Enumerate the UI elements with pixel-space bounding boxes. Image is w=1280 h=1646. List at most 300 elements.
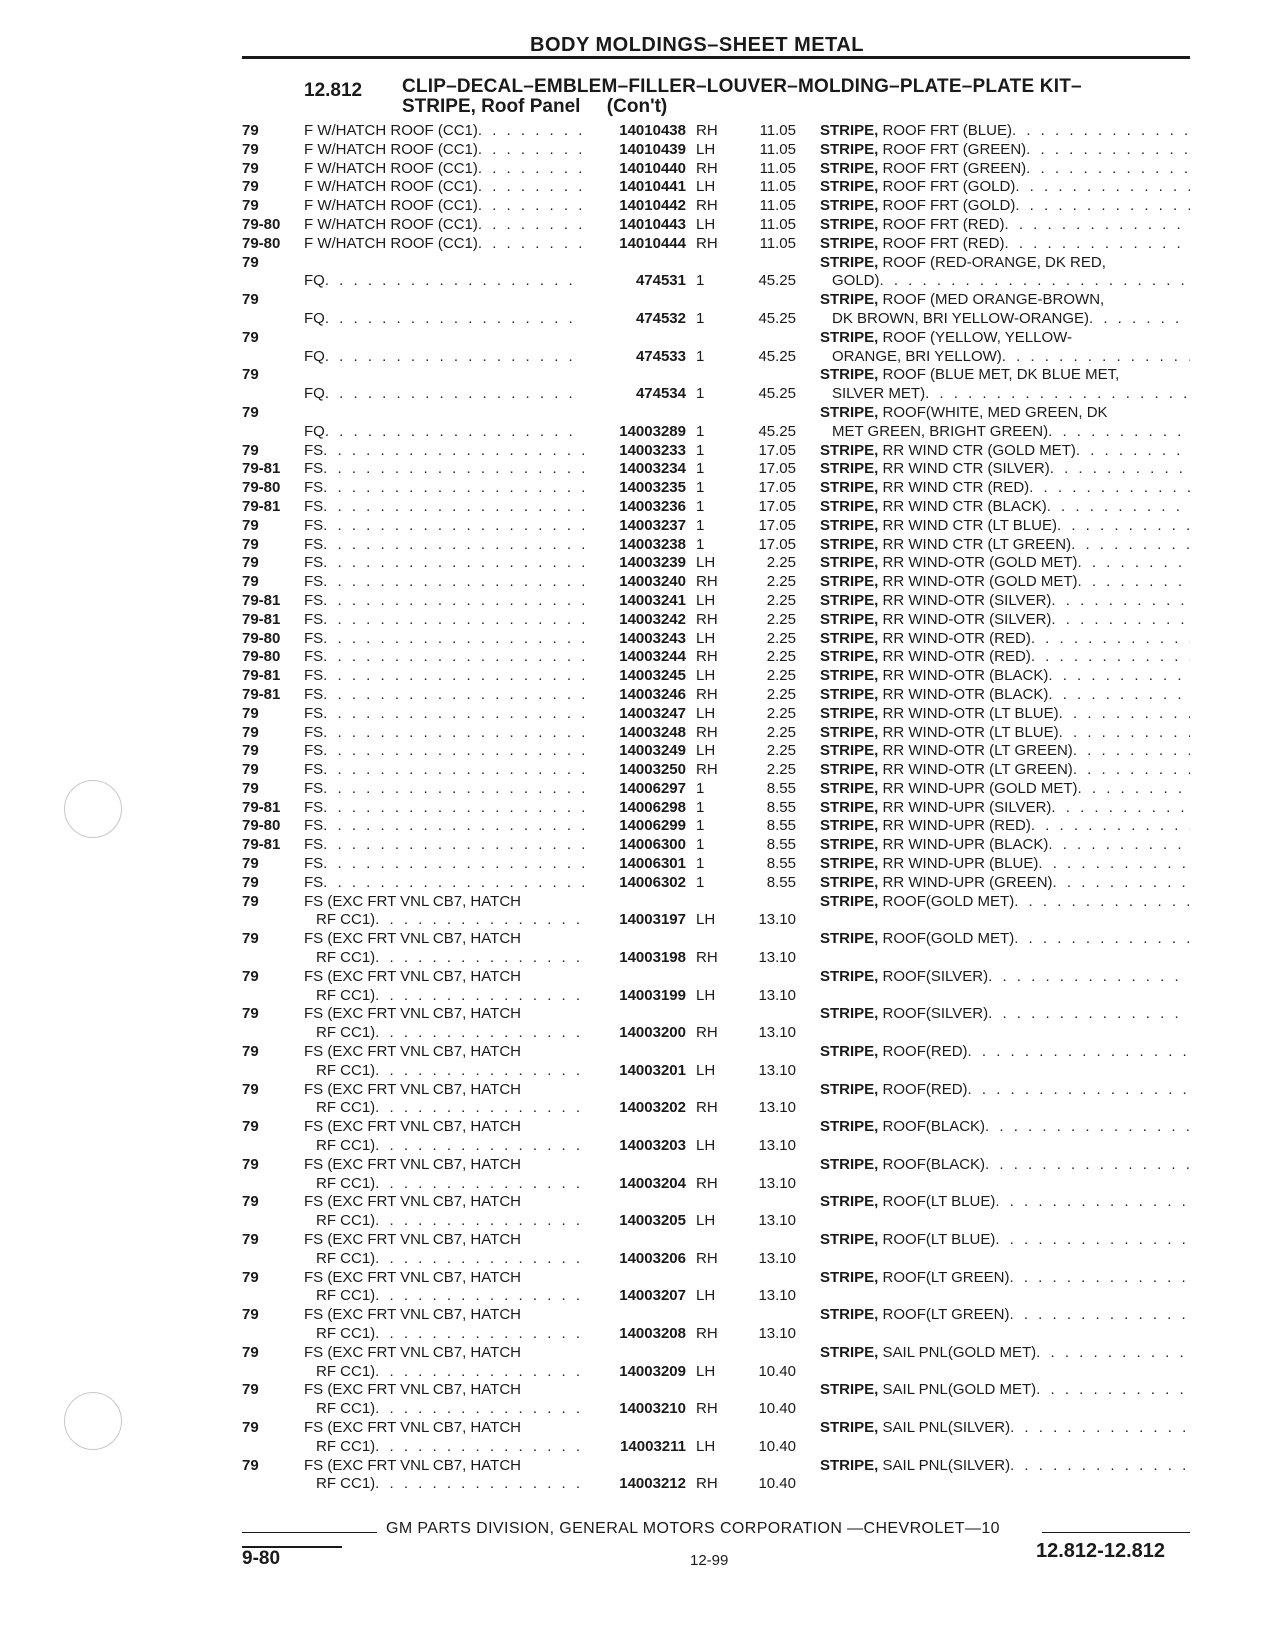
part-spec: ROOF(LT GREEN)	[882, 1268, 1010, 1286]
part-name-label: STRIPE,	[820, 704, 879, 722]
part-number: 474533	[635, 347, 686, 365]
price: 45.25	[758, 309, 796, 327]
dot-leader	[1031, 648, 1190, 667]
dot-leader	[323, 592, 584, 611]
application-description	[304, 141, 584, 160]
part-number: 14003238	[619, 535, 686, 553]
dot-leader	[325, 348, 584, 367]
part-name	[820, 761, 1190, 780]
model-year: 79	[242, 1268, 259, 1286]
part-spec: ROOF(LT GREEN)	[882, 1306, 1010, 1324]
application-text: FS	[304, 516, 324, 534]
dot-leader	[1015, 197, 1190, 216]
part-spec: RR WIND-OTR (LT GREEN)	[882, 761, 1073, 779]
table-row	[242, 705, 1192, 724]
dot-leader	[375, 911, 584, 930]
part-name-label: STRIPE,	[820, 253, 879, 271]
dot-leader	[1036, 1344, 1190, 1363]
part-name-label: STRIPE,	[820, 610, 879, 628]
dot-leader	[1004, 216, 1190, 235]
price: 13.10	[758, 1137, 796, 1155]
part-name	[820, 630, 1190, 649]
part-name-label: STRIPE,	[820, 1043, 879, 1061]
part-number: 14003237	[619, 516, 686, 534]
price: 13.10	[758, 1061, 796, 1079]
price: 13.10	[758, 1212, 796, 1230]
part-number: 14003245	[619, 667, 686, 685]
part-name	[820, 724, 1190, 743]
price: 10.40	[758, 1400, 796, 1418]
application-text: FS	[304, 685, 324, 703]
dot-leader	[323, 761, 584, 780]
part-name	[820, 498, 1190, 517]
application-description	[304, 893, 584, 931]
application-text: RF CC1)	[316, 1174, 376, 1192]
table-row	[242, 855, 1192, 874]
table-row	[242, 1005, 1192, 1043]
application-description	[304, 780, 584, 799]
quantity: LH	[696, 554, 716, 572]
table-row	[242, 235, 1192, 254]
part-name	[820, 1193, 1190, 1231]
application-text: FS	[304, 591, 324, 609]
quantity: LH	[696, 1137, 716, 1155]
price: 13.10	[758, 1024, 796, 1042]
application-text: FS (EXC FRT VNL CB7, HATCH	[304, 1155, 521, 1173]
part-name	[820, 197, 1190, 216]
part-name	[820, 517, 1190, 536]
part-name	[820, 1381, 1190, 1419]
quantity: LH	[696, 742, 716, 760]
dot-leader	[1089, 310, 1190, 329]
dot-leader	[323, 630, 584, 649]
part-spec: ROOF(RED)	[882, 1080, 968, 1098]
dot-leader	[323, 498, 584, 517]
part-name-label: STRIPE,	[820, 1306, 879, 1324]
part-name-label: STRIPE,	[820, 817, 879, 835]
quantity: 1	[696, 347, 705, 365]
model-year: 79-81	[242, 798, 281, 816]
dot-leader	[323, 611, 584, 630]
application-description	[304, 667, 584, 686]
dot-leader	[1059, 724, 1190, 743]
application-text: FS (EXC FRT VNL CB7, HATCH	[304, 1080, 521, 1098]
dot-leader	[323, 573, 584, 592]
application-text: RF CC1)	[316, 986, 376, 1004]
model-year: 79	[242, 140, 259, 158]
part-number: 14006298	[619, 798, 686, 816]
dot-leader	[1078, 554, 1190, 573]
part-spec: ROOF FRT (GOLD)	[882, 178, 1016, 196]
part-name-label: STRIPE,	[820, 798, 879, 816]
table-row	[242, 1118, 1192, 1156]
part-name-label: STRIPE,	[820, 761, 879, 779]
part-number: 14006302	[619, 873, 686, 891]
price: 11.05	[759, 197, 796, 215]
binder-hole-bottom	[64, 1392, 122, 1450]
part-name	[820, 1081, 1190, 1119]
application-description	[304, 235, 584, 254]
application-text: FS	[304, 460, 324, 478]
dot-leader	[323, 874, 584, 893]
part-name-label: STRIPE,	[820, 873, 879, 891]
part-spec: ROOF (YELLOW, YELLOW-	[882, 328, 1073, 346]
price: 17.05	[758, 497, 796, 515]
dot-leader	[988, 968, 1190, 987]
application-description	[304, 178, 584, 197]
table-row	[242, 686, 1192, 705]
dot-leader	[478, 178, 584, 197]
model-year: 79	[242, 704, 259, 722]
part-number: 14003236	[619, 497, 686, 515]
application-description	[304, 404, 584, 442]
dot-leader	[985, 1118, 1190, 1137]
part-name-label: STRIPE,	[820, 178, 879, 196]
part-name-label: STRIPE,	[820, 197, 879, 215]
price: 8.55	[766, 779, 796, 797]
model-year: 79	[242, 723, 259, 741]
dot-leader	[1073, 742, 1190, 761]
dot-leader	[323, 536, 584, 555]
part-number: 14010444	[619, 234, 686, 252]
part-name-label: STRIPE,	[820, 892, 879, 910]
dot-leader	[375, 949, 584, 968]
model-year: 79-81	[242, 836, 281, 854]
price: 2.25	[766, 723, 796, 741]
application-description	[304, 968, 584, 1006]
application-text: FS (EXC FRT VNL CB7, HATCH	[304, 967, 521, 985]
application-description	[304, 498, 584, 517]
application-description	[304, 817, 584, 836]
table-row	[242, 216, 1192, 235]
price: 8.55	[766, 798, 796, 816]
table-row	[242, 761, 1192, 780]
price: 10.40	[758, 1437, 796, 1455]
part-name-label: STRIPE,	[820, 460, 879, 478]
model-year: 79	[242, 573, 259, 591]
part-number: 14003234	[619, 460, 686, 478]
quantity: RH	[696, 573, 718, 591]
application-text: FS (EXC FRT VNL CB7, HATCH	[304, 1005, 521, 1023]
part-name	[820, 291, 1190, 329]
part-spec: RR WIND-UPR (GREEN)	[882, 873, 1053, 891]
part-number: 14003208	[619, 1325, 686, 1342]
dot-leader	[1002, 348, 1190, 367]
dot-leader	[1031, 630, 1190, 649]
application-description	[304, 197, 584, 216]
quantity: RH	[696, 723, 718, 741]
part-name	[820, 122, 1190, 141]
model-year: 79	[242, 742, 259, 760]
application-text: RF CC1)	[316, 1475, 376, 1493]
part-name-label: STRIPE,	[820, 967, 879, 985]
table-row	[242, 1081, 1192, 1119]
quantity: 1	[696, 497, 705, 515]
part-number: 14003212	[619, 1475, 686, 1493]
part-name-label: STRIPE,	[820, 836, 879, 854]
dot-leader	[323, 686, 584, 705]
dot-leader	[325, 385, 584, 404]
table-row	[242, 160, 1192, 179]
model-year: 79	[242, 779, 259, 797]
quantity: LH	[696, 704, 716, 722]
part-spec: ROOF(LT BLUE)	[882, 1193, 996, 1211]
part-name	[820, 554, 1190, 573]
part-spec: SAIL PNL(SILVER)	[882, 1456, 1011, 1474]
model-year: 79	[242, 554, 259, 572]
page-title: BODY MOLDINGS–SHEET METAL	[530, 34, 865, 56]
table-row	[242, 968, 1192, 1006]
price: 11.05	[759, 178, 796, 196]
part-spec: RR WIND-OTR (RED)	[882, 629, 1031, 647]
part-name	[820, 893, 1190, 931]
part-name-label: STRIPE,	[820, 779, 879, 797]
model-year: 79	[242, 535, 259, 553]
dot-leader	[375, 987, 584, 1006]
price: 13.10	[758, 1249, 796, 1267]
part-name	[820, 1156, 1190, 1194]
price: 2.25	[766, 648, 796, 666]
part-spec: ROOF(BLACK)	[882, 1155, 986, 1173]
quantity: 1	[696, 516, 705, 534]
part-number: 14003239	[619, 554, 686, 572]
model-year: 79	[242, 403, 259, 421]
part-number: 14003242	[619, 610, 686, 628]
quantity: LH	[696, 178, 716, 196]
model-year: 79-81	[242, 497, 281, 515]
part-name	[820, 1043, 1190, 1081]
application-text: FQ	[304, 385, 325, 403]
part-name	[820, 141, 1190, 160]
dot-leader	[478, 235, 584, 254]
application-text: FS	[304, 836, 324, 854]
application-text: FS	[304, 723, 324, 741]
quantity: LH	[696, 667, 716, 685]
application-text: RF CC1)	[316, 1061, 376, 1079]
part-number: 14003250	[619, 761, 686, 779]
dot-leader	[323, 517, 584, 536]
application-text: FS (EXC FRT VNL CB7, HATCH	[304, 1306, 521, 1324]
application-text: RF CC1)	[316, 1400, 376, 1418]
application-description	[304, 592, 584, 611]
footer-page-number: 12-99	[690, 1552, 729, 1569]
quantity: LH	[696, 1212, 716, 1230]
model-year: 79-80	[242, 648, 281, 666]
model-year: 79-80	[242, 479, 281, 497]
dot-leader	[925, 385, 1190, 404]
quantity: RH	[696, 1325, 718, 1342]
part-spec: RR WIND-UPR (BLUE)	[882, 855, 1039, 873]
part-spec: RR WIND CTR (LT BLUE)	[882, 516, 1057, 534]
part-name	[820, 968, 1190, 1006]
application-text: RF CC1)	[316, 1287, 376, 1305]
part-name	[820, 686, 1190, 705]
quantity: RH	[696, 122, 718, 139]
application-text: F W/HATCH ROOF (CC1)	[304, 197, 478, 215]
part-name-label: STRIPE,	[820, 366, 879, 384]
application-text: FQ	[304, 272, 325, 290]
part-name	[820, 742, 1190, 761]
application-description	[304, 611, 584, 630]
part-name	[820, 1231, 1190, 1269]
part-name	[820, 404, 1190, 442]
dot-leader	[323, 648, 584, 667]
model-year: 79	[242, 253, 259, 271]
price: 45.25	[758, 422, 796, 440]
quantity: RH	[696, 1475, 718, 1493]
quantity: RH	[696, 1099, 718, 1117]
dot-leader	[1038, 855, 1190, 874]
application-description	[304, 874, 584, 893]
price: 11.05	[759, 234, 796, 252]
dot-leader	[1047, 498, 1190, 517]
part-number: 14003289	[619, 422, 686, 440]
part-spec: RR WIND-OTR (GOLD MET)	[882, 554, 1078, 572]
part-number: 14003246	[619, 685, 686, 703]
dot-leader	[323, 724, 584, 743]
part-name	[820, 460, 1190, 479]
part-name-label: STRIPE,	[820, 215, 879, 233]
table-row	[242, 1344, 1192, 1382]
application-description	[304, 761, 584, 780]
part-name-label: STRIPE,	[820, 1155, 879, 1173]
application-description	[304, 254, 584, 292]
part-spec: RR WIND-OTR (BLACK)	[882, 667, 1049, 685]
table-row	[242, 1156, 1192, 1194]
part-name	[820, 611, 1190, 630]
application-description	[304, 291, 584, 329]
dot-leader	[323, 667, 584, 686]
application-text: RF CC1)	[316, 949, 376, 967]
dot-leader	[1057, 517, 1190, 536]
quantity: RH	[696, 949, 718, 967]
application-description	[304, 1156, 584, 1194]
application-description	[304, 573, 584, 592]
part-name-label: STRIPE,	[820, 1456, 879, 1474]
model-year: 79	[242, 122, 259, 139]
part-number: 14006299	[619, 817, 686, 835]
table-row	[242, 1043, 1192, 1081]
part-number: 14003199	[619, 986, 686, 1004]
part-name-label: STRIPE,	[820, 1005, 879, 1023]
dot-leader	[478, 141, 584, 160]
application-description	[304, 855, 584, 874]
part-number: 14003210	[619, 1400, 686, 1418]
application-description	[304, 836, 584, 855]
dot-leader	[1073, 761, 1190, 780]
part-name-label: STRIPE,	[820, 479, 879, 497]
quantity: LH	[696, 1437, 716, 1455]
part-spec: RR WIND-OTR (SILVER)	[882, 591, 1052, 609]
price: 2.25	[766, 629, 796, 647]
quantity: RH	[696, 159, 718, 177]
application-description	[304, 1306, 584, 1344]
part-name-label: STRIPE,	[820, 516, 879, 534]
application-description	[304, 705, 584, 724]
application-text: FS	[304, 873, 324, 891]
part-name	[820, 1419, 1190, 1457]
model-year: 79	[242, 1418, 259, 1436]
application-text: FS	[304, 554, 324, 572]
part-name-label: STRIPE,	[820, 554, 879, 572]
price: 13.10	[758, 1099, 796, 1117]
price: 2.25	[766, 742, 796, 760]
price: 10.40	[758, 1475, 796, 1493]
dot-leader	[323, 442, 584, 461]
part-name	[820, 1457, 1190, 1495]
table-row	[242, 780, 1192, 799]
table-row	[242, 442, 1192, 461]
application-text: FS	[304, 629, 324, 647]
part-name-label: STRIPE,	[820, 685, 879, 703]
part-name	[820, 178, 1190, 197]
price: 13.10	[758, 1174, 796, 1192]
table-row	[242, 197, 1192, 216]
dot-leader	[375, 1062, 584, 1081]
price: 2.25	[766, 554, 796, 572]
part-spec: RR WIND CTR (BLACK)	[882, 497, 1047, 515]
table-row	[242, 630, 1192, 649]
application-description	[304, 724, 584, 743]
footer-rule-left	[242, 1532, 377, 1533]
price: 17.05	[758, 535, 796, 553]
application-text: FS (EXC FRT VNL CB7, HATCH	[304, 930, 521, 948]
part-spec: RR WIND-OTR (BLACK)	[882, 685, 1049, 703]
part-name	[820, 235, 1190, 254]
dot-leader	[1010, 1419, 1190, 1438]
part-name-label: STRIPE,	[820, 855, 879, 873]
part-name	[820, 536, 1190, 555]
dot-leader	[323, 855, 584, 874]
application-description	[304, 479, 584, 498]
application-description	[304, 1081, 584, 1119]
table-row	[242, 498, 1192, 517]
part-number: 14003249	[619, 742, 686, 760]
application-text: RF CC1)	[316, 1362, 376, 1380]
dot-leader	[1059, 705, 1190, 724]
part-spec: ROOF(WHITE, MED GREEN, DK	[882, 403, 1108, 421]
part-spec: RR WIND-OTR (LT GREEN)	[882, 742, 1073, 760]
price: 8.55	[766, 836, 796, 854]
part-spec: RR WIND CTR (GOLD MET)	[882, 441, 1076, 459]
application-description	[304, 122, 584, 141]
part-spec: ROOF (BLUE MET, DK BLUE MET,	[882, 366, 1120, 384]
model-year: 79	[242, 197, 259, 215]
application-text: RF CC1)	[316, 1325, 376, 1342]
part-spec: ROOF FRT (GOLD)	[882, 197, 1016, 215]
model-year: 79	[242, 1043, 259, 1061]
table-row	[242, 479, 1192, 498]
application-description	[304, 1043, 584, 1081]
part-number: 14006300	[619, 836, 686, 854]
price: 2.25	[766, 685, 796, 703]
part-name	[820, 667, 1190, 686]
application-text: RF CC1)	[316, 1137, 376, 1155]
table-row	[242, 1231, 1192, 1269]
application-text: FS	[304, 855, 324, 873]
table-row	[242, 329, 1192, 367]
dot-leader	[323, 799, 584, 818]
part-name	[820, 648, 1190, 667]
application-text: FS (EXC FRT VNL CB7, HATCH	[304, 1268, 521, 1286]
application-text: RF CC1)	[316, 1212, 376, 1230]
dot-leader	[375, 1400, 584, 1419]
table-row	[242, 1269, 1192, 1307]
price: 2.25	[766, 610, 796, 628]
part-name-label: STRIPE,	[820, 667, 879, 685]
quantity: RH	[696, 234, 718, 252]
dot-leader	[323, 479, 584, 498]
